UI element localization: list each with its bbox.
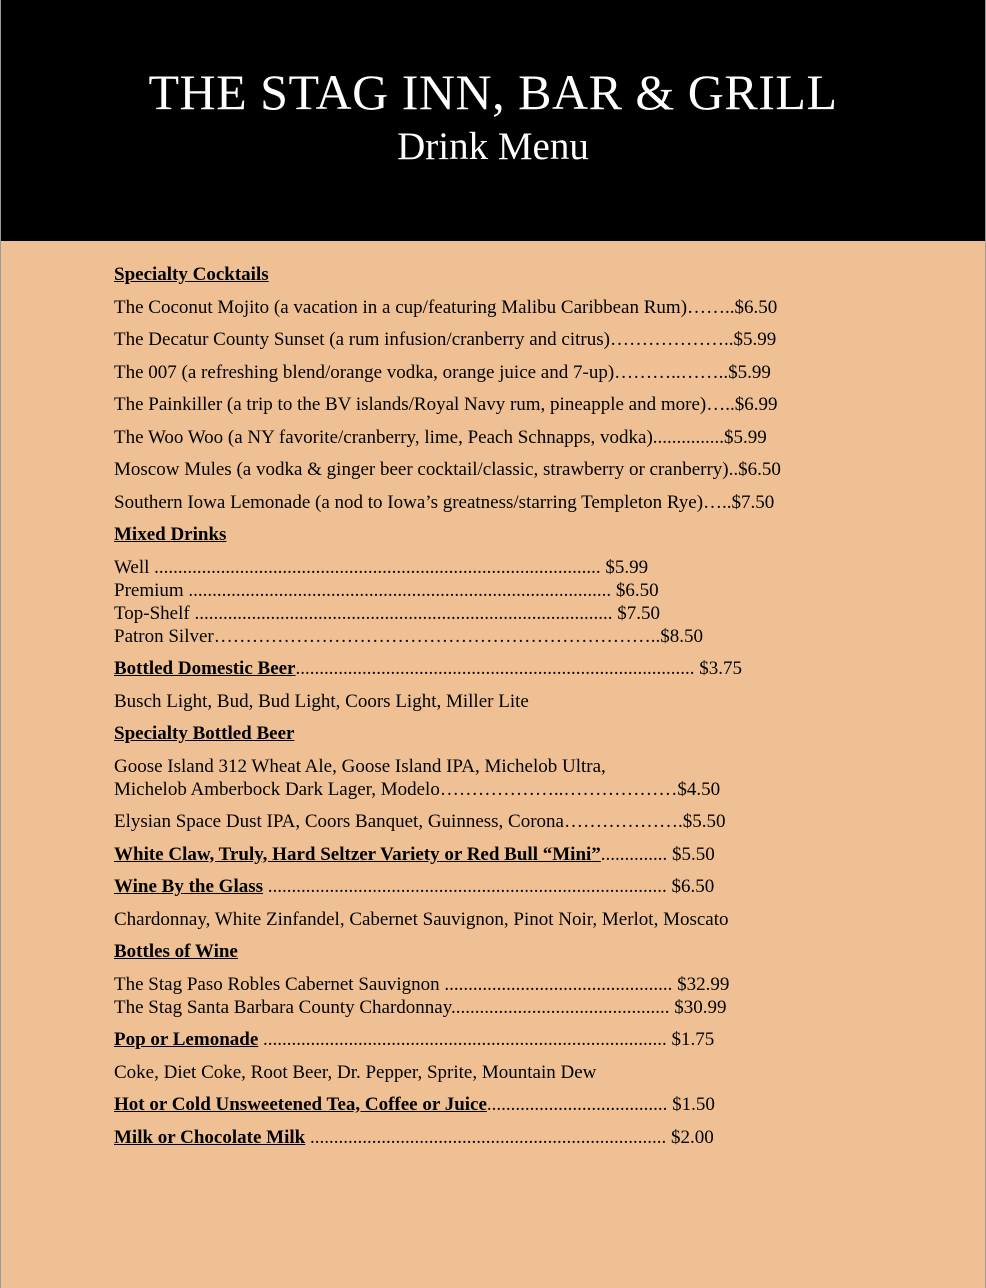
menu-item: The Stag Paso Robles Cabernet Sauvignon ................................................ $32.99 (114, 973, 730, 995)
menu-item-list: Coke, Diet Coke, Root Beer, Dr. Pepper, Sprite, Mountain Dew (114, 1061, 597, 1083)
price-leader: ...................................... $1.50 (486, 1094, 715, 1115)
section-heading-tea: Hot or Cold Unsweetened Tea, Coffee or Juice (114, 1094, 487, 1115)
price-leader: .................................................................................... $6.50 (263, 876, 715, 897)
section-row-seltzer (114, 843, 914, 867)
section-heading-bottled-domestic-beer: Bottled Domestic Beer (114, 658, 296, 679)
menu-item-list: Busch Light, Bud, Bud Light, Coors Light, Miller Lite (114, 690, 529, 712)
section-heading-wine-by-glass: Wine By the Glass (114, 876, 264, 897)
menu-item: The Stag Santa Barbara County Chardonnay.............................................. $30.99 (114, 996, 727, 1018)
price-leader: .................................................................................... $3.75 (295, 658, 742, 679)
menu-item: Well .............................................................................................. $5.99 (114, 556, 649, 578)
menu-item: Top-Shelf ........................................................................................ $7.50 (114, 602, 660, 624)
section-heading-bottles-of-wine: Bottles of Wine (114, 941, 238, 962)
section-heading-pop: Pop or Lemonade (114, 1029, 259, 1050)
section-heading-milk: Milk or Chocolate Milk (114, 1126, 306, 1148)
section-row-pop (114, 1028, 914, 1052)
section-heading-mixed-drinks: Mixed Drinks (114, 524, 227, 545)
menu-content (114, 263, 914, 1158)
price-leader: ..................................................................................... $1.75 (258, 1029, 715, 1050)
menu-item: Southern Iowa Lemonade (a nod to Iowa’s greatness/starring Templeton Rye)…..$7.50 (114, 491, 775, 513)
section-row-bottled-domestic-beer (114, 657, 914, 681)
menu-header (1, 0, 985, 241)
menu-item: Michelob Amberbock Dark Lager, Modelo………………..………………$4.50 (114, 778, 721, 800)
section-row-milk (114, 1126, 914, 1150)
menu-item: Elysian Space Dust IPA, Coors Banquet, Guinness, Corona……………….$5.50 (114, 811, 726, 832)
menu-item: The Woo Woo (a NY favorite/cranberry, lime, Peach Schnapps, vodka)...............$5.99 (114, 426, 767, 448)
menu-item: Patron Silver……………………………………………………………..$8.50 (114, 625, 703, 647)
section-heading-specialty-bottled-beer: Specialty Bottled Beer (114, 723, 295, 744)
menu-subtitle: Drink Menu (397, 125, 589, 168)
restaurant-title: THE STAG INN, BAR & GRILL (148, 64, 838, 120)
menu-item: The Painkiller (a trip to the BV islands/Royal Navy rum, pineapple and more)…..$6.99 (114, 394, 778, 415)
menu-item: The Coconut Mojito (a vacation in a cup/featuring Malibu Caribbean Rum)……..$6.50 (114, 296, 778, 318)
section-row-wine-by-glass (114, 875, 914, 899)
section-row-tea (114, 1093, 914, 1117)
section-heading-specialty-cocktails: Specialty Cocktails (114, 264, 269, 285)
menu-item: Premium ......................................................................................... $6.50 (114, 579, 659, 601)
section-heading-seltzer: White Claw, Truly, Hard Seltzer Variety or Red Bull “Mini” (114, 843, 601, 865)
menu-item: The Decatur County Sunset (a rum infusion/cranberry and citrus)………………..$5.99 (114, 329, 777, 350)
price-leader: ........................................................................... $2.00 (305, 1126, 714, 1148)
menu-item: The 007 (a refreshing blend/orange vodka, orange juice and 7-up)………..……..$5.99 (114, 361, 771, 383)
menu-item-list: Chardonnay, White Zinfandel, Cabernet Sauvignon, Pinot Noir, Merlot, Moscato (114, 908, 729, 930)
price-leader: .............. $5.50 (600, 843, 715, 865)
menu-item: Moscow Mules (a vodka & ginger beer cocktail/classic, strawberry or cranberry)..$6.50 (114, 459, 781, 480)
menu-item: Goose Island 312 Wheat Ale, Goose Island IPA, Michelob Ultra, (114, 755, 606, 777)
